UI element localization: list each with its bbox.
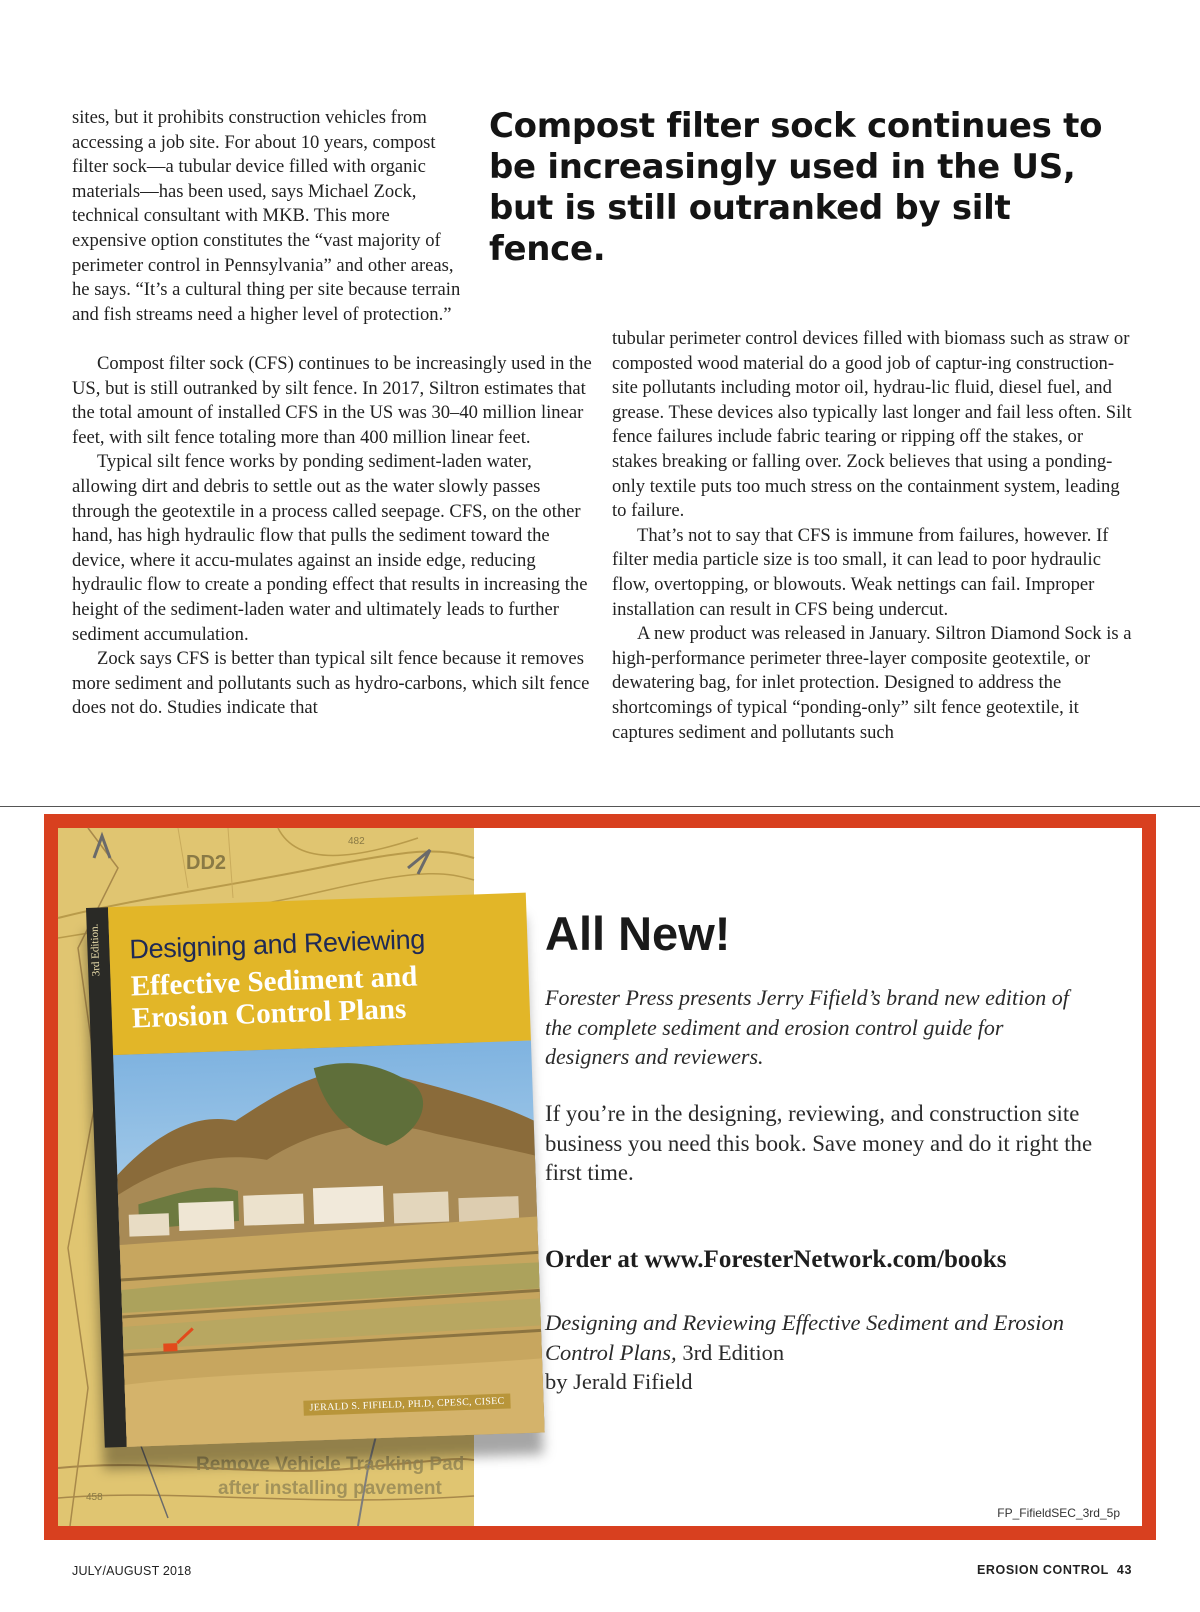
footer-publication [977, 1563, 1132, 1577]
article-paragraph: sites, but it prohibits construction vehicles from accessing a job site. For about 10 years, compost filter sock—a tubular device filled with organic materials—has been used, says Michael Zock, technical consultant with MKB. This more expensive option constitutes the “vast majority of perimeter control in Pennsylvania” and other areas, he says. “It’s a cultural thing per site because terrain and fish streams need a higher level of protection.” [72, 107, 461, 325]
pull-quote: Compost filter sock continues to be increasingly used in the US, but is still outranked by silt fence. [489, 106, 1103, 269]
map-note-line2: after installing pavement [218, 1478, 442, 1499]
section-divider [0, 806, 1200, 807]
book-cover-author: JERALD S. FIFIELD, PH.D, CPESC, CISEC [303, 1393, 510, 1415]
footer-issue-date: JULY/AUGUST 2018 [72, 1564, 192, 1578]
article-column-right [612, 327, 1132, 745]
book-cover-title-line2: Effective Sediment and Erosion Control Plans [130, 960, 418, 1035]
ad-book-reference-edition: 3rd Edition [676, 1339, 785, 1365]
article-paragraph: A new product was released in January. Siltron Diamond Sock is a high-performance perimeter three-layer composite geotextile, or dewatering bag, for inlet protection. Designed to address the shortcomings of typical “ponding-only” silt fence geotextile, it captures sediment and pollutants such [612, 623, 1132, 743]
book-advertisement [44, 814, 1156, 1540]
ad-book-reference [545, 1308, 1085, 1397]
footer-publication-name: EROSION CONTROL [976, 1563, 1109, 1577]
article-column-left-bottom [72, 352, 592, 721]
book-cover-title-line1: Designing and Reviewing [128, 924, 426, 965]
ad-panel [58, 828, 1142, 1526]
article [0, 0, 1200, 800]
book-spine-edition: 3rd Edition. [88, 923, 103, 977]
ad-subheadline: Forester Press presents Jerry Fifield’s brand new edition of the complete sediment and erosion control guide for designers and reviewers. [545, 985, 1069, 1069]
ad-book-reference-title: Designing and Reviewing Effective Sediment and Erosion Control Plans, [545, 1310, 1065, 1365]
hillside-development-illustration [113, 1041, 544, 1447]
article-paragraph: tubular perimeter control devices filled with biomass such as straw or composted wood material do a good job of captur-ing construction-site pollutants including motor oil, hydrau-lic fluid, diesel fuel, and grease. These devices also typically last longer and fail less often. Silt fence failures include fabric tearing or ripping off the stakes, or stakes breaking or falling over. Zock believes that using a ponding-only textile puts too much stress on the containment system, leading to failure. [612, 328, 1132, 522]
map-label-dd2: DD2 [186, 852, 227, 874]
ad-job-code: FP_FifieldSEC_3rd_5p [997, 1506, 1120, 1520]
ad-order-link[interactable]: Order at www.ForesterNetwork.com/books [545, 1246, 1007, 1273]
map-note-line1: Remove Vehicle Tracking Pad [196, 1454, 465, 1475]
article-paragraph: Typical silt fence works by ponding sediment-laden water, allowing dirt and debris to settle out as the water slowly passes through the geotextile in a process called seepage. CFS, on the other hand, has high hydraulic flow that pulls the sediment toward the device, where it accu-mulates against an inside edge, reducing hydraulic flow to create a ponding effect that results in increasing the height of the sediment-laden water and ultimately leads to further sediment accumulation. [72, 451, 588, 645]
article-paragraph: Compost filter sock (CFS) continues to be increasingly used in the US, but is still outranked by silt fence. In 2017, Siltron estimates that the total amount of installed CFS in the US was 30–40 million linear feet, with silt fence totaling more than 400 million linear feet. [72, 353, 592, 448]
book-cover [86, 893, 545, 1448]
map-contour-number: 458 [86, 1492, 103, 1503]
article-paragraph: Zock says CFS is better than typical silt fence because it removes more sediment and pollutants such as hydro-carbons, which silt fence does not do. Studies indicate that [72, 648, 590, 719]
ad-book-reference-author: by Jerald Fifield [545, 1369, 693, 1394]
page-number: 43 [1116, 1563, 1132, 1577]
ad-headline: All New! [545, 907, 731, 960]
map-contour-number: 482 [348, 836, 365, 847]
article-column-left-top [72, 106, 462, 327]
book-cover-photo [113, 1041, 544, 1447]
site-plan-map-background [58, 828, 505, 1526]
book-cover-title-band [108, 893, 531, 1055]
article-paragraph: That’s not to say that CFS is immune from failures, however. If filter media particle size is too small, it can lead to poor hydraulic flow, overtopping, or blowouts. Weak nettings can fail. Improper installation can result in CFS being undercut. [612, 524, 1109, 620]
ad-body-text: If you’re in the designing, reviewing, and construction site business you need this book. Save money and do it right the first time. [545, 1101, 1093, 1185]
